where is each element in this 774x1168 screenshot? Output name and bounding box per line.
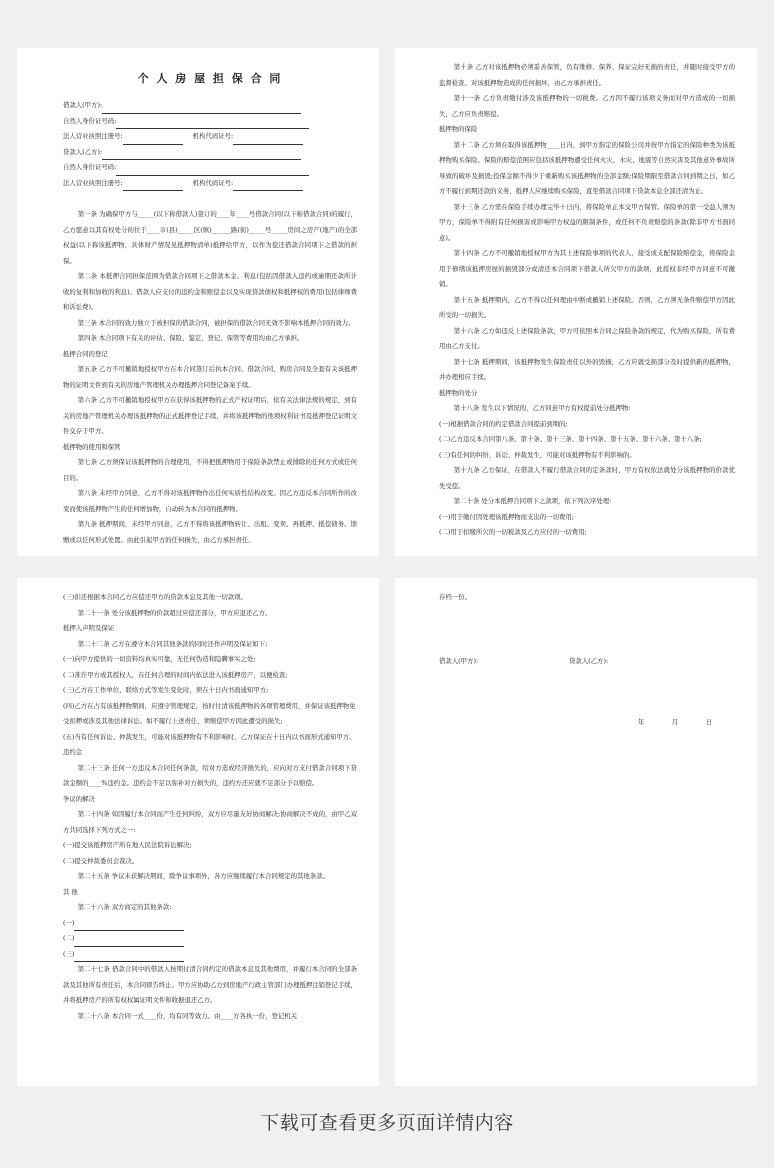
contract-clause: 第二条 本抵押合同担保范围为借款合同项下之借款本金、利息(包括因借款人违约或逾期还款所计收的复利和加收的利息)、借款人应支付的违约金和赔偿金以及实现贷款债权和抵押权的费用(包括律师费和诉讼费)。 [63,272,357,311]
field-label: 自然人身份证号码: [63,116,117,125]
clause-item: (二)乙方违反本合同第八条、第十条、第十三条、第十四条、第十五条、第十六条、第十八条; [439,435,702,443]
fill-in-line[interactable] [74,922,184,931]
contract-clause: 第二十七条 借款合同中的借款人按期付清合同约定的借款本息及其他费用，并履行本合同的全部条款及其他所有责任后，本合同即告终止。甲方应协助乙方到房地产行政主管部门办理抵押注销登记手续，并将抵押房产的所有权权属证明文件和收据退还乙方。 [63,965,357,1004]
contract-clause: 第十六条 乙方如违反上述保险条款，甲方可依照本合同之保险条款的规定，代为购买保险，所有费用由乙方支付。 [439,326,735,350]
contract-clause: 第一条 为确保甲方与_____(以下称借款人)签订的____年____号借款合同(以下称借款合同)的履行，乙方愿意以其有权处分的位于____市(县)_____区(镇)______路(街)_____号_____房间之房产(地产)的全部权益(以下称该抵押物，具体财产情况见抵押物清单)抵押给甲方，以作为偿还借款合同项下之借款的担保。 [63,210,357,265]
contract-clause: 第十条 乙方对该抵押物必须妥善保管，负有维修、保养、保证完好无损的责任，并随时接受甲方的监督检查。对该抵押物造成的任何损坏，由乙方承担责任。 [439,63,735,87]
contract-clause: 第二十五条 争议未获解决期间，除争议事项外，各方应继续履行本合同规定的其他条款。 [77,872,329,880]
party-field [63,160,357,176]
contract-clause: 第三条 本合同的效力独立于被担保的借款合同，被担保的借款合同无效不影响本抵押合同的效力。 [77,318,355,327]
blank-item [63,931,357,947]
fill-in-line[interactable] [102,151,301,160]
field-label: 机构代码证号: [192,132,234,140]
fill-in-line[interactable] [102,105,301,114]
download-more-banner[interactable]: 下载可查看更多页面详情内容 [260,1112,514,1134]
section-heading: 抵押物的使用和保管 [63,442,121,451]
contract-clause: 第六条 乙方不可撤销地授权甲方在获得该抵押物的正式产权证明后，依有关法律法规的规定，到有关的房地产管理机关办理该抵押物的正式抵押登记手续，并将该抵押物的他项权利证书及抵押登记证明文件交存于甲方。 [63,396,357,435]
lender-signature-label: 贷款人(乙方): [569,656,609,665]
clause-item: (三)乙方在工作单位、联络方式等发生变化时，须在十日内书面通知甲方; [63,686,269,694]
clause-item: (一)根据借款合同的约定借款合同提前到期的; [439,419,568,428]
contract-page-2 [395,48,757,556]
blank-item [63,916,357,932]
archive-line: 存档一份。 [439,593,471,601]
fill-in-line[interactable] [74,938,184,947]
section-heading: 其 他 [63,887,78,896]
clause-item: (五)当有任何诉讼、仲裁发生，可能对该抵押物有不利影响时，乙方保证在十日内以书面形式通知甲方。 [63,732,356,741]
contract-clause: 第十八条 发生以下情况的，乙方同意甲方有权提前处分抵押物: [453,404,631,412]
fill-in-line[interactable] [116,167,308,176]
contract-page-1 [17,48,379,556]
party-field [63,176,357,192]
document-title: 个 人 房 屋 担 保 合 同 [137,72,283,85]
section-heading: 抵押物的保险 [439,125,478,133]
borrower-signature-label: 借款人(甲方): [439,656,479,665]
party-field [63,98,357,114]
clause-item: (一)用于缴付因处理该抵押物而支出的一切费用; [439,512,574,521]
fill-in-line[interactable] [233,182,303,191]
contract-clause: 第十二条 乙方须在取得该抵押物____日内，到甲方指定的保险公司并按甲方指定的保险种类为该抵押物购买保险。保险的赔偿范围应包括该抵押物遭受任何火灾、水灾、地震等自然灾害及其他意外事故所导致的破坏及损毁;投保金额不得少于重新购买该抵押物的全部金额;保险期限至借款合同到期之日，如乙方不履行到期还款的义务，抵押人应继续购买保险，直至借款合同项下贷款本息全部还清为止。 [439,140,735,195]
party-field [63,114,357,130]
contract-clause: 第二十一条 处分该抵押物的价款超过应偿还部分，甲方应退还乙方。 [77,608,272,617]
contract-clause: 第二十条 处分本抵押合同项下之款项，依下列次序处理: [453,497,612,505]
field-label: 借款人(甲方): [63,101,103,109]
clause-item: (四)乙方在占有该抵押物期间，应遵守管理规定，按时付清该抵押物的各项管理费用，并保证该抵押物免受扣押或涉及其他法律诉讼。如不履行上述责任，须赔偿甲方因此遭受的损失; [63,701,356,725]
field-label: 机构代码证号: [192,178,234,187]
fill-in-line[interactable] [116,120,308,129]
contract-clause: 第九条 抵押期间，未经甲方同意，乙方不得将该抵押物转让、出租、变卖、再抵押、抵偿债务、馈赠或以任何形式处置。由此引起甲方的任何损失，由乙方承担责任。 [63,520,357,544]
fill-in-line[interactable] [233,136,303,145]
party-field [63,145,357,161]
contract-page-3 [17,578,379,1086]
contract-page-4 [395,578,757,1086]
contract-body [63,590,357,1024]
contract-clause: 第十七条 抵押期间，该抵押物发生保险责任以外的毁损，乙方应就受损部分及时提供新的抵押物，并办理相应手续。 [439,357,735,381]
signature-date: 年 月 日 [637,718,725,726]
clause-item: (三)扣还根据本合同乙方应偿还甲方的贷款本息及其他一切款项。 [63,593,247,601]
fill-in-line[interactable] [74,953,184,962]
contract-clause: 第二十六条 双方商定的其他条款: [77,903,172,911]
field-label: 法人营业执照注册号: [63,132,123,140]
fill-in-line[interactable] [123,136,183,145]
clause-item: (一)向甲方提供的一切资料均真实可靠，无任何伪造和隐瞒事实之处; [63,655,256,663]
contract-clause: 第十三条 乙方需在保险手续办理完毕十日内，将保险单正本交甲方保管。保险单的第一受益人须为甲方，保险单不得附有任何损害或影响甲方权益的限制条件，或任何不负责赔偿的条款(除非甲方书面同意)。 [439,202,735,242]
signature-block [439,654,735,670]
contract-clause: 第十一条 乙方负责缴付涉及该抵押物的一切税费。乙方因不履行该项义务而对甲方造成的一切损失，乙方应负责赔偿。 [439,94,735,118]
contract-clause: 第二十二条 乙方在遵守本合同其他条款的同时还作声明及保证如下: [77,639,268,648]
party-field [63,129,357,145]
contract-body [63,207,357,548]
contract-clause: 第十四条 乙方不可撤销地授权甲方为其上述保险事项的代表人，接受或支配保险赔偿金，将保险金用于修缮该抵押房屋的损毁部分或清还本合同项下借款人所欠甲方的款项，此授权非经甲方同意不可撤销。 [439,249,735,288]
section-heading: 抵押合同的登记 [63,349,108,358]
party-fields [63,98,357,191]
contract-clause: 第十九条 乙方保证，在借款人不履行借款合同的定条款时，甲方有权依法就处分该抵押物的价款优先受偿。 [439,466,735,490]
blank-item-label: (一) [63,918,75,927]
clause-item: (二)提交仲裁委员会裁决。 [63,856,139,865]
clause-item: (二)用于扣缴所欠的一切税款及乙方应付的一切费用; [439,528,587,536]
contract-body [439,60,735,541]
clause-item: (一)提交该抵押房产所在地人民法院诉讼解决; [63,841,192,849]
clause-item: (三)有任何的纠纷、诉讼、仲裁发生，可能对该抵押物有不利影响的。 [439,450,636,459]
blank-item [63,947,357,963]
section-heading: 抵押人声明及保证 [63,624,115,632]
contract-clause: 第十五条 抵押期内，乙方不得以任何理由中断或撤销上述保险。否则，乙方须无条件赔偿甲方因此所受的一切损失。 [439,295,735,319]
contract-clause: 第八条 未经甲方同意，乙方不得对该抵押物作出任何实质性结构改变。因乙方违反本合同所作的改变而使该抵押物产生的任何增加物，自动转为本合同的抵押物。 [63,489,357,513]
field-label: 自然人身份证号码: [63,163,117,171]
contract-clause: 第二十八条 本合同一式____份，均有同等效力。由____方各执一份，登记机关 [77,1011,298,1020]
blank-item-label: (二) [63,934,75,942]
contract-clause: 第五条 乙方不可撤销地授权甲方在本合同签订后执本合同、借款合同、购房合同及全套有关该抵押物的证明文件到有关的房地产管理机关办理抵押合同登记备案手续。 [63,365,357,389]
contract-clause: 第二十三条 任何一方违反本合同任何条款，给对方造成经济损失的，应向对方支付借款合同项下贷款金额的____%违约金。违约金不足以弥补对方损失的，违约方还应就不足部分予以赔偿。 [63,763,357,787]
section-heading: 争议的解决 [63,794,95,803]
clause-item: (二)准许甲方或其授权人，在任何合理的时间内依法进入该抵押房产，以便检查; [63,670,288,679]
section-heading: 违约金 [63,748,83,756]
fill-in-line[interactable] [123,182,183,191]
contract-clause: 第七条 乙方须保证该抵押物的合理使用，不得把抵押物用于保险条款禁止或排除的任何方式或任何目的。 [63,458,357,482]
contract-clause: 第二十四条 如因履行本合同而产生任何纠纷，双方应尽量友好协商解决;协商解决不成的，由甲乙双方共同选择下列方式之一: [63,810,357,834]
contract-clause: 第四条 本合同项下有关的评估、保险、鉴定、登记、保管等费用均由乙方承担。 [77,334,304,342]
blank-item-label: (三) [63,949,75,958]
field-label: 法人营业执照注册号: [63,178,123,187]
field-label: 贷款人(乙方): [63,147,103,156]
section-heading: 抵押物的处分 [439,388,478,397]
